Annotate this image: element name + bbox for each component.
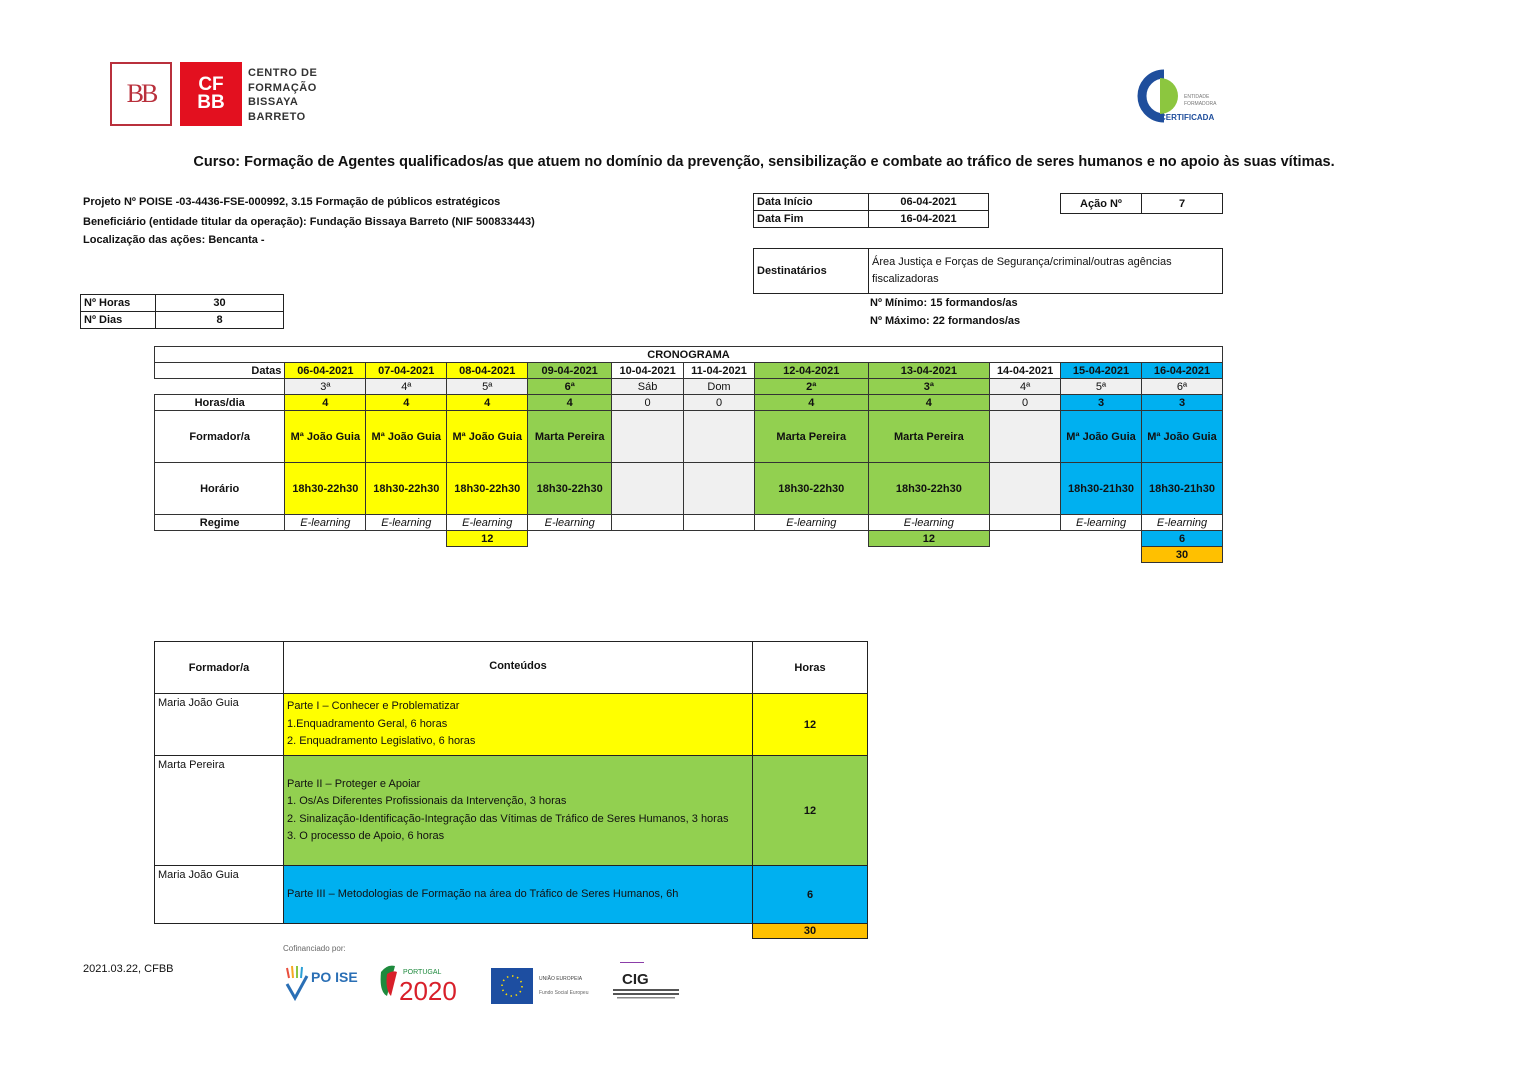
weekday-cell: Sáb bbox=[612, 379, 684, 395]
action-label: Ação Nº bbox=[1061, 194, 1142, 214]
contents-line: Parte II – Proteger e Apoiar bbox=[287, 777, 421, 790]
contents-line: 1. Os/As Diferentes Profissionais da Intervenção, 3 horas bbox=[287, 795, 567, 807]
schedule-time-cell: 18h30-22h30 bbox=[447, 463, 528, 515]
schedule-time-cell bbox=[684, 463, 755, 515]
hours-cell: 3 bbox=[1061, 395, 1142, 411]
spacer-cell bbox=[285, 547, 366, 563]
schedule-title: CRONOGRAMA bbox=[155, 347, 1223, 363]
hours-cell: 4 bbox=[754, 395, 868, 411]
regime-row-label: Regime bbox=[155, 515, 285, 531]
spacer-cell bbox=[684, 547, 755, 563]
contents-trainer: Maria João Guia bbox=[155, 694, 284, 756]
certification-icon bbox=[1134, 68, 1220, 124]
contents-description bbox=[284, 756, 753, 866]
hours-cell: 3 bbox=[1142, 395, 1223, 411]
contents-table bbox=[154, 641, 868, 939]
funding-logos bbox=[283, 962, 683, 1008]
contents-row bbox=[155, 694, 868, 756]
cfbb-logo bbox=[180, 62, 242, 126]
svg-text:ENTIDADE: ENTIDADE bbox=[1184, 94, 1210, 100]
date-cell: 13-04-2021 bbox=[868, 363, 990, 379]
header-hours: Horas bbox=[753, 642, 868, 694]
weekday-cell: 2ª bbox=[754, 379, 868, 395]
date-cell: 15-04-2021 bbox=[1061, 363, 1142, 379]
end-date-row bbox=[754, 211, 989, 228]
contents-description bbox=[284, 866, 753, 924]
contents-trainer: Marta Pereira bbox=[155, 756, 284, 866]
schedule-time-cell bbox=[612, 463, 684, 515]
trainer-cell bbox=[612, 411, 684, 463]
cig-logo bbox=[613, 962, 679, 999]
date-cell: 14-04-2021 bbox=[990, 363, 1061, 379]
weekday-cell: 6ª bbox=[528, 379, 612, 395]
date-cell: 09-04-2021 bbox=[528, 363, 612, 379]
contents-line: 2. Sinalização-Identificação-Integração das Vítimas de Tráfico de Seres Humanos, 3 horas bbox=[287, 812, 729, 825]
subtotal-row-1 bbox=[155, 531, 1223, 547]
spacer-cell bbox=[1061, 531, 1142, 547]
weekday-cell: Dom bbox=[684, 379, 755, 395]
spacer-cell bbox=[612, 531, 684, 547]
spacer-cell bbox=[868, 547, 990, 563]
svg-text:PORTUGAL: PORTUGAL bbox=[403, 969, 442, 976]
header-contents: Conteúdos bbox=[284, 642, 753, 694]
header-trainer: Formador/a bbox=[155, 642, 284, 694]
hours-value: 30 bbox=[156, 295, 284, 312]
logo-text-line: CENTRO DE bbox=[248, 67, 318, 79]
contents-line: 1.Enquadramento Geral, 6 horas bbox=[287, 717, 448, 730]
schedule-time-cell: 18h30-22h30 bbox=[754, 463, 868, 515]
regime-cell: E-learning bbox=[1142, 515, 1223, 531]
regime-cell: E-learning bbox=[528, 515, 612, 531]
svg-text:PO ISE: PO ISE bbox=[311, 969, 358, 985]
trainer-cell: Marta Pereira bbox=[868, 411, 990, 463]
hours-row-label: Horas/dia bbox=[155, 395, 285, 411]
cfbb-logo-text bbox=[248, 66, 317, 124]
spacer-cell bbox=[528, 547, 612, 563]
schedule-time-cell bbox=[990, 463, 1061, 515]
spacer-cell bbox=[684, 531, 755, 547]
trainer-cell: Marta Pereira bbox=[754, 411, 868, 463]
trainer-cell: Marta Pereira bbox=[528, 411, 612, 463]
schedule-time-cell: 18h30-21h30 bbox=[1142, 463, 1223, 515]
contents-header-row bbox=[155, 642, 868, 694]
contents-line: Parte III – Metodologias de Formação na área do Tráfico de Seres Humanos, 6h bbox=[287, 887, 679, 900]
regime-cell bbox=[684, 515, 755, 531]
start-date-label: Data Início bbox=[754, 194, 869, 211]
action-value: 7 bbox=[1142, 194, 1223, 214]
contents-trainer: Maria João Guia bbox=[155, 866, 284, 924]
weekday-row bbox=[155, 379, 1223, 395]
date-cell: 07-04-2021 bbox=[366, 363, 447, 379]
max-trainees: Nº Máximo: 22 formandos/as bbox=[870, 315, 1021, 327]
trainer-cell bbox=[684, 411, 755, 463]
contents-total-row bbox=[155, 924, 868, 939]
svg-text:FORMADORA: FORMADORA bbox=[1184, 101, 1217, 107]
action-row bbox=[1061, 194, 1223, 214]
weekday-row-label bbox=[155, 379, 285, 395]
trainer-cell: Mª João Guia bbox=[1061, 411, 1142, 463]
subtotal-cell: 6 bbox=[1142, 531, 1223, 547]
contents-hours: 6 bbox=[753, 866, 868, 924]
contents-hours: 12 bbox=[753, 694, 868, 756]
hours-cell: 4 bbox=[447, 395, 528, 411]
cfbb-logo-line2: BB bbox=[197, 92, 225, 113]
hours-cell: 4 bbox=[285, 395, 366, 411]
regime-cell: E-learning bbox=[868, 515, 990, 531]
cfbb-logo-line1: CF bbox=[198, 74, 224, 95]
spacer-cell bbox=[754, 531, 868, 547]
summary-row-hours bbox=[81, 295, 284, 312]
spacer-cell bbox=[285, 531, 366, 547]
action-table bbox=[1060, 193, 1223, 214]
weekday-cell: 6ª bbox=[1142, 379, 1223, 395]
hours-label: Nº Horas bbox=[81, 295, 156, 312]
weekday-cell: 5ª bbox=[1061, 379, 1142, 395]
contents-line: 2. Enquadramento Legislativo, 6 horas bbox=[287, 735, 476, 748]
regime-cell: E-learning bbox=[1061, 515, 1142, 531]
date-cell: 10-04-2021 bbox=[612, 363, 684, 379]
spacer-cell bbox=[366, 547, 447, 563]
subtotal-row-2 bbox=[155, 547, 1223, 563]
contents-total-hours: 30 bbox=[753, 924, 868, 939]
regime-cell bbox=[990, 515, 1061, 531]
bissaya-barreto-monogram-logo bbox=[110, 62, 172, 126]
regime-row bbox=[155, 515, 1223, 531]
target-audience-table bbox=[753, 248, 1223, 294]
spacer-cell bbox=[284, 924, 753, 939]
spacer-cell bbox=[155, 924, 284, 939]
trainer-cell bbox=[990, 411, 1061, 463]
dates-table bbox=[753, 193, 989, 228]
course-title: Curso: Formação de Agentes qualificados/as que atuem no domínio da prevenção, sensibilização e combate ao tráfico de seres humanos e no apoio às suas vítimas. bbox=[193, 154, 1335, 170]
spacer-cell bbox=[447, 547, 528, 563]
logo-text-line: FORMAÇÃO bbox=[248, 81, 317, 94]
date-cell: 08-04-2021 bbox=[447, 363, 528, 379]
beneficiary: Beneficiário (entidade titular da operação): Fundação Bissaya Barreto (NIF 500833443) bbox=[83, 216, 535, 228]
end-date-label: Data Fim bbox=[754, 211, 869, 228]
poise-logo bbox=[287, 966, 358, 998]
trainer-cell: Mª João Guia bbox=[285, 411, 366, 463]
start-date-row bbox=[754, 194, 989, 211]
contents-line: 3. O processo de Apoio, 6 horas bbox=[287, 830, 445, 842]
logo-text-line: BISSAYA bbox=[248, 96, 299, 108]
date-cell: 16-04-2021 bbox=[1142, 363, 1223, 379]
svg-text:2020: 2020 bbox=[399, 976, 457, 1006]
dates-row-label: Datas bbox=[155, 363, 285, 379]
target-audience-label: Destinatários bbox=[754, 249, 869, 294]
schedule-time-row bbox=[155, 463, 1223, 515]
spacer-cell bbox=[1061, 547, 1142, 563]
schedule-time-cell: 18h30-22h30 bbox=[285, 463, 366, 515]
dates-row bbox=[155, 363, 1223, 379]
weekday-cell: 4ª bbox=[990, 379, 1061, 395]
spacer-cell bbox=[155, 531, 285, 547]
trainer-cell: Mª João Guia bbox=[366, 411, 447, 463]
contents-row bbox=[155, 756, 868, 866]
target-audience-value: Área Justiça e Forças de Segurança/criminal/outras agências fiscalizadoras bbox=[869, 249, 1223, 294]
regime-cell: E-learning bbox=[285, 515, 366, 531]
regime-cell: E-learning bbox=[754, 515, 868, 531]
cofinanced-label: Cofinanciado por: bbox=[283, 944, 346, 953]
svg-text:CIG: CIG bbox=[622, 971, 649, 988]
days-label: Nº Dias bbox=[81, 312, 156, 329]
date-cell: 11-04-2021 bbox=[684, 363, 755, 379]
spacer-cell bbox=[366, 531, 447, 547]
project-number: Projeto Nº POISE -03-4436-FSE-000992, 3.15 Formação de públicos estratégicos bbox=[83, 196, 501, 208]
hours-per-day-row bbox=[155, 395, 1223, 411]
funding-logos-icon bbox=[283, 962, 683, 1008]
hours-cell: 4 bbox=[366, 395, 447, 411]
subtotal-cell: 12 bbox=[447, 531, 528, 547]
subtotal-cell: 12 bbox=[868, 531, 990, 547]
date-cell: 12-04-2021 bbox=[754, 363, 868, 379]
spacer-cell bbox=[528, 531, 612, 547]
regime-cell: E-learning bbox=[366, 515, 447, 531]
portugal-2020-logo bbox=[381, 966, 457, 1006]
schedule-time-cell: 18h30-21h30 bbox=[1061, 463, 1142, 515]
contents-description bbox=[284, 694, 753, 756]
certification-logo bbox=[1134, 68, 1220, 124]
spacer-cell bbox=[612, 547, 684, 563]
trainer-cell: Mª João Guia bbox=[1142, 411, 1223, 463]
weekday-cell: 3ª bbox=[868, 379, 990, 395]
monogram-text: BB bbox=[126, 79, 156, 108]
weekday-cell: 3ª bbox=[285, 379, 366, 395]
schedule-time-row-label: Horário bbox=[155, 463, 285, 515]
svg-text:CERTIFICADA: CERTIFICADA bbox=[1160, 113, 1215, 122]
weekday-cell: 4ª bbox=[366, 379, 447, 395]
contents-hours: 12 bbox=[753, 756, 868, 866]
days-value: 8 bbox=[156, 312, 284, 329]
spacer-cell bbox=[990, 547, 1061, 563]
spacer-cell bbox=[754, 547, 868, 563]
total-hours-cell: 30 bbox=[1142, 547, 1223, 563]
min-trainees: Nº Mínimo: 15 formandos/as bbox=[870, 297, 1018, 309]
logo-text-line: BARRETO bbox=[248, 110, 306, 123]
date-cell: 06-04-2021 bbox=[285, 363, 366, 379]
trainer-cell: Mª João Guia bbox=[447, 411, 528, 463]
hours-cell: 4 bbox=[528, 395, 612, 411]
document-reference: 2021.03.22, CFBB bbox=[83, 963, 174, 975]
contents-line: Parte I – Conhecer e Problematizar bbox=[287, 700, 460, 713]
regime-cell bbox=[612, 515, 684, 531]
schedule-time-cell: 18h30-22h30 bbox=[528, 463, 612, 515]
spacer-cell bbox=[990, 531, 1061, 547]
start-date-value: 06-04-2021 bbox=[869, 194, 989, 211]
hours-cell: 0 bbox=[684, 395, 755, 411]
location: Localização das ações: Bencanta - bbox=[83, 234, 265, 246]
eu-flag-logo bbox=[491, 968, 589, 1004]
summary-row-days bbox=[81, 312, 284, 329]
spacer-cell bbox=[155, 547, 285, 563]
schedule-time-cell: 18h30-22h30 bbox=[366, 463, 447, 515]
trainer-row-label: Formador/a bbox=[155, 411, 285, 463]
summary-table bbox=[80, 294, 284, 329]
weekday-cell: 5ª bbox=[447, 379, 528, 395]
regime-cell: E-learning bbox=[447, 515, 528, 531]
schedule-time-cell: 18h30-22h30 bbox=[868, 463, 990, 515]
hours-cell: 4 bbox=[868, 395, 990, 411]
contents-row bbox=[155, 866, 868, 924]
svg-text:Fundo Social Europeu: Fundo Social Europeu bbox=[539, 990, 589, 996]
schedule-table bbox=[154, 346, 1223, 563]
schedule-title-row bbox=[155, 347, 1223, 363]
svg-text:UNIÃO EUROPEIA: UNIÃO EUROPEIA bbox=[539, 976, 583, 982]
trainer-row bbox=[155, 411, 1223, 463]
hours-cell: 0 bbox=[990, 395, 1061, 411]
target-audience-row bbox=[754, 249, 1223, 294]
hours-cell: 0 bbox=[612, 395, 684, 411]
end-date-value: 16-04-2021 bbox=[869, 211, 989, 228]
